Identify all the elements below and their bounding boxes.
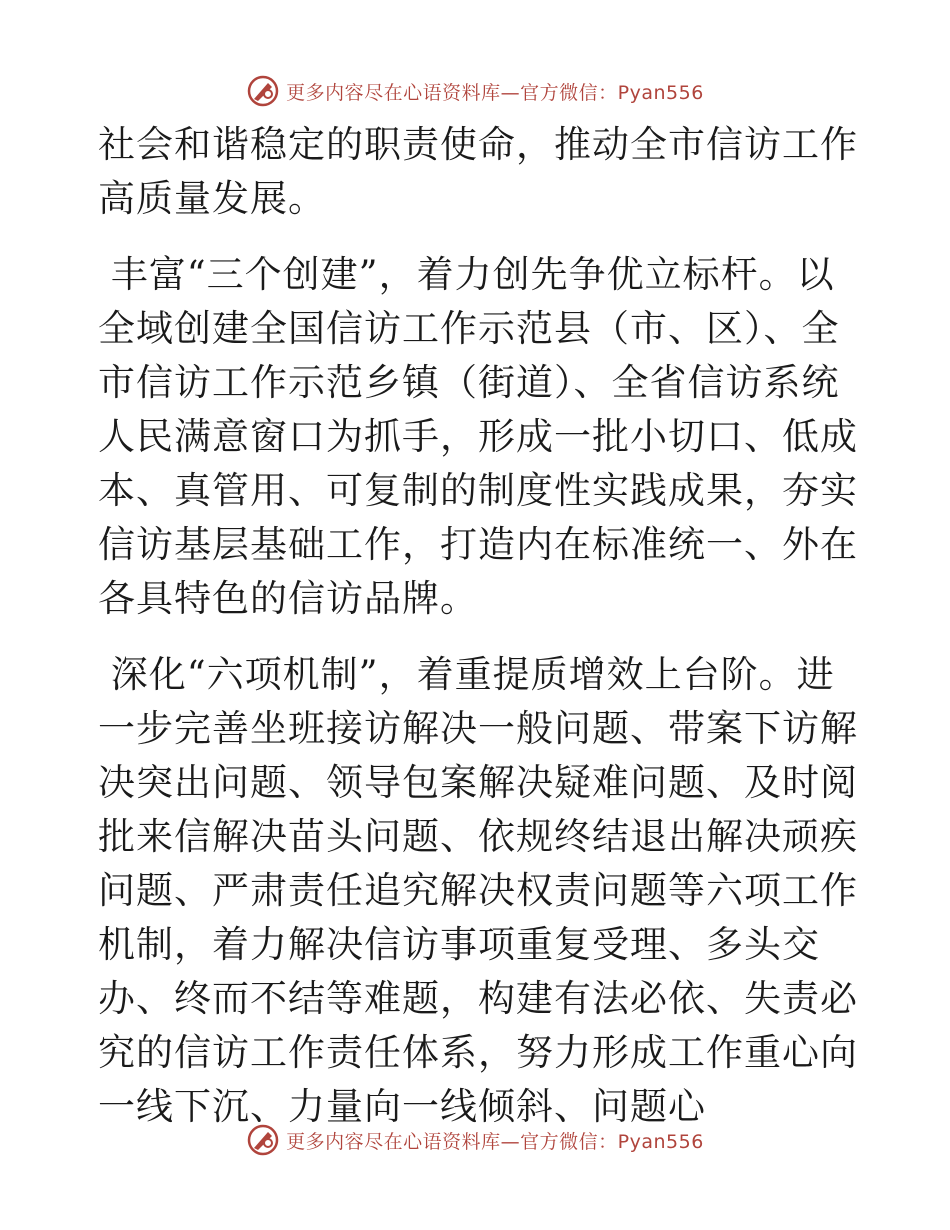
footer-watermark [0,1120,950,1160]
watermark-text: 更多内容尽在心语资料库—官方微信：Pyan556 [286,81,704,104]
document-body [98,118,858,1134]
paragraph: 丰富“三个创建”，着力创先争优立标杆。以全域创建全国信访工作示范县（市、区）、全市信访工作示范乡镇（街道）、全省信访系统人民满意窗口为抓手，形成一批小切口、低成本、真管用、可复制的制度性实践成果，夯实信访基层基础工作，打造内在标准统一、外在各具特色的信访品牌。 [98,253,858,620]
pen-nib-seal-icon [246,1123,280,1157]
header-watermark [0,71,950,111]
pen-nib-seal-icon [246,74,280,108]
paragraph: 深化“六项机制”，着重提质增效上台阶。进一步完善坐班接访解决一般问题、带案下访解决突出问题、领导包案解决疑难问题、及时阅批来信解决苗头问题、依规终结退出解决顽疾问题、严肃责任追究解决权责问题等六项工作机制，着力解决信访事项重复受理、多头交办、终而不结等难题，构建有法必依、失责必究的信访工作责任体系，努力形成工作重心向一线下沉、力量向一线倾斜、问题心 [98,653,858,1128]
watermark-text: 更多内容尽在心语资料库—官方微信：Pyan556 [286,1130,704,1153]
paragraph: 社会和谐稳定的职责使命，推动全市信访工作高质量发展。 [98,123,858,220]
